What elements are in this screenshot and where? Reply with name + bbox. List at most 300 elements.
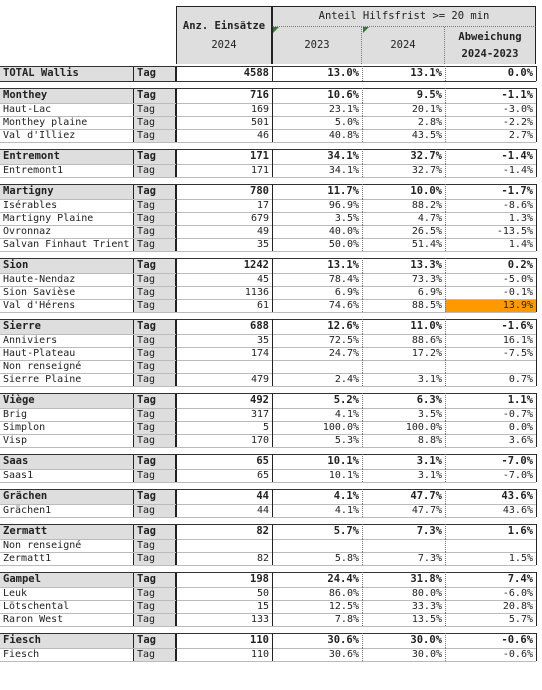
column-border <box>445 286 446 299</box>
share-2023-cell[interactable]: 12.6% <box>327 320 359 333</box>
column-border <box>445 164 446 177</box>
region-name-cell[interactable]: Monthey plaine <box>3 116 88 128</box>
count-cell[interactable]: 82 <box>256 525 269 538</box>
row-border <box>0 648 536 649</box>
share-2023-cell[interactable]: 72.5% <box>328 334 359 346</box>
column-border <box>272 212 273 225</box>
share-2023-cell[interactable]: 13.0% <box>327 67 359 80</box>
count-cell[interactable] <box>176 360 272 373</box>
share-2024-cell[interactable]: 30.0% <box>411 648 442 660</box>
row-border <box>0 565 536 566</box>
count-cell[interactable]: 35 <box>256 334 269 346</box>
tag-cell[interactable]: Tag <box>133 66 176 81</box>
header-2023-label: 2023 <box>304 39 330 52</box>
share-2024-cell[interactable]: 3.1% <box>417 373 442 385</box>
region-name-cell[interactable]: Brig <box>3 408 28 420</box>
count-cell[interactable]: 45 <box>256 273 269 285</box>
share-2023-cell[interactable]: 10.1% <box>328 469 359 481</box>
count-cell[interactable]: 492 <box>250 394 269 407</box>
column-border <box>445 393 446 408</box>
row-border <box>0 184 536 185</box>
count-cell[interactable]: 44 <box>256 490 269 503</box>
tag-cell[interactable]: Tag <box>133 212 176 225</box>
column-border <box>362 238 363 251</box>
deviation-cell[interactable]: -3.0% <box>502 103 533 115</box>
share-2024-cell[interactable]: 88.6% <box>411 334 442 346</box>
column-border <box>176 552 177 565</box>
share-2024-cell[interactable]: 88.2% <box>411 199 442 211</box>
tag-cell[interactable]: Tag <box>133 489 176 504</box>
share-2023-cell[interactable]: 10.6% <box>327 89 359 102</box>
tag-cell[interactable]: Tag <box>133 408 176 421</box>
share-2023-cell[interactable]: 12.5% <box>328 600 359 612</box>
share-2024-cell[interactable]: 7.3% <box>417 552 442 564</box>
deviation-cell[interactable]: -7.0% <box>501 455 533 468</box>
share-2023-cell[interactable]: 24.7% <box>328 347 359 359</box>
deviation-cell[interactable]: -0.7% <box>502 408 533 420</box>
share-2023-cell[interactable]: 3.5% <box>334 212 359 224</box>
count-cell[interactable]: 780 <box>250 185 269 198</box>
tag-cell[interactable]: Tag <box>133 524 176 539</box>
tag-cell[interactable]: Tag <box>133 225 176 238</box>
share-2024-cell[interactable]: 100.0% <box>405 421 442 433</box>
region-name-cell[interactable]: Lötschental <box>3 600 70 612</box>
tag-cell[interactable]: Tag <box>133 434 176 447</box>
comment-marker-icon <box>273 27 279 33</box>
tag-cell[interactable]: Tag <box>133 199 176 212</box>
deviation-cell[interactable]: -6.0% <box>502 587 533 599</box>
tag-cell[interactable]: Tag <box>133 184 176 199</box>
region-name-cell[interactable]: Val d'Hérens <box>3 299 76 311</box>
share-2023-cell[interactable]: 34.1% <box>328 164 359 176</box>
region-name-cell[interactable]: Gampel <box>0 572 133 587</box>
share-2024-cell[interactable]: 13.1% <box>410 67 442 80</box>
deviation-cell[interactable]: -0.1% <box>502 286 533 298</box>
column-border <box>362 552 363 565</box>
deviation-cell[interactable]: 16.1% <box>502 334 533 346</box>
header-2023[interactable] <box>272 27 362 64</box>
deviation-cell[interactable]: 7.4% <box>507 573 533 586</box>
region-name-cell[interactable]: Sion <box>0 258 133 273</box>
column-border <box>272 164 273 177</box>
count-cell[interactable]: 171 <box>250 150 269 163</box>
deviation-cell[interactable]: -0.6% <box>501 634 533 647</box>
column-border <box>176 66 177 81</box>
region-name-cell[interactable]: Martigny <box>0 184 133 199</box>
share-2023-cell[interactable]: 30.6% <box>328 648 359 660</box>
column-border <box>536 587 537 600</box>
count-cell[interactable]: 65 <box>256 455 269 468</box>
row-border <box>0 149 536 150</box>
count-cell[interactable]: 1136 <box>244 286 269 298</box>
tag-cell[interactable]: Tag <box>133 373 176 386</box>
count-cell[interactable]: 61 <box>256 299 269 311</box>
deviation-cell[interactable]: 0.0% <box>507 67 533 80</box>
header-group-title[interactable] <box>272 6 536 27</box>
region-name-cell[interactable]: Fiesch <box>0 633 133 648</box>
share-2023-cell[interactable]: 5.7% <box>333 525 359 538</box>
share-2023-cell[interactable]: 6.9% <box>334 286 359 298</box>
region-name-cell[interactable]: Grächen <box>0 489 133 504</box>
column-border <box>445 434 446 447</box>
count-cell[interactable]: 679 <box>250 212 269 224</box>
share-2024-cell[interactable]: 7.3% <box>416 525 442 538</box>
column-border <box>176 434 177 447</box>
header-2024[interactable] <box>362 27 445 64</box>
share-2024-cell[interactable]: 13.5% <box>411 613 442 625</box>
region-name-cell[interactable]: Raron West <box>3 613 64 625</box>
column-border <box>536 393 537 408</box>
tag-cell[interactable]: Tag <box>133 116 176 129</box>
region-name-cell[interactable]: Non renseigné <box>3 539 82 551</box>
tag-cell[interactable]: Tag <box>133 454 176 469</box>
deviation-cell[interactable]: -1.4% <box>501 150 533 163</box>
share-2024-cell[interactable]: 47.7% <box>411 504 442 516</box>
share-2023-cell[interactable]: 100.0% <box>322 421 359 433</box>
count-cell[interactable]: 317 <box>250 408 269 420</box>
deviation-cell[interactable]: 1.5% <box>508 552 533 564</box>
region-name-cell[interactable]: Leuk <box>3 587 28 599</box>
region-name-cell[interactable]: Saas <box>0 454 133 469</box>
count-cell[interactable]: 479 <box>250 373 269 385</box>
column-border <box>272 273 273 286</box>
column-border <box>176 212 177 225</box>
deviation-cell[interactable]: 0.0% <box>508 421 533 433</box>
share-2023-cell[interactable]: 10.1% <box>327 455 359 468</box>
share-2024-cell[interactable] <box>362 360 445 373</box>
deviation-cell[interactable]: -2.2% <box>502 116 533 128</box>
share-2024-cell[interactable]: 17.2% <box>411 347 442 359</box>
tag-cell[interactable]: Tag <box>133 299 176 312</box>
count-cell[interactable]: 5 <box>262 421 269 433</box>
column-border <box>536 258 537 273</box>
deviation-cell[interactable]: -7.0% <box>502 469 533 481</box>
count-cell[interactable]: 4588 <box>243 67 269 80</box>
deviation-cell[interactable]: -13.5% <box>496 225 533 237</box>
deviation-cell[interactable]: 0.2% <box>507 259 533 272</box>
share-2023-cell[interactable]: 24.4% <box>327 573 359 586</box>
count-cell[interactable]: 15 <box>256 600 269 612</box>
tag-cell[interactable]: Tag <box>133 319 176 334</box>
share-2024-cell[interactable]: 32.7% <box>411 164 442 176</box>
column-border <box>362 489 363 504</box>
tag-cell[interactable]: Tag <box>133 149 176 164</box>
tag-cell[interactable]: Tag <box>133 258 176 273</box>
share-2023-cell[interactable] <box>272 539 362 552</box>
deviation-cell[interactable]: -1.7% <box>501 185 533 198</box>
tag-cell[interactable]: Tag <box>133 129 176 142</box>
share-2023-cell[interactable]: 4.1% <box>333 490 359 503</box>
column-border <box>272 88 273 103</box>
column-border <box>445 116 446 129</box>
tag-cell[interactable]: Tag <box>133 633 176 648</box>
share-2023-cell[interactable]: 78.4% <box>328 273 359 285</box>
share-2024-cell[interactable]: 88.5% <box>411 299 442 311</box>
region-name-cell[interactable]: Sierre <box>0 319 133 334</box>
share-2024-cell[interactable]: 51.4% <box>411 238 442 250</box>
region-name-cell[interactable]: Fiesch <box>3 648 40 660</box>
share-2024-cell[interactable]: 47.7% <box>410 490 442 503</box>
share-2023-cell[interactable]: 40.0% <box>328 225 359 237</box>
count-cell[interactable]: 174 <box>250 347 269 359</box>
count-cell[interactable]: 169 <box>250 103 269 115</box>
column-border <box>445 334 446 347</box>
share-2023-cell[interactable]: 34.1% <box>327 150 359 163</box>
header-deviation[interactable] <box>445 27 536 64</box>
count-cell[interactable]: 171 <box>250 164 269 176</box>
deviation-cell[interactable]: 20.8% <box>502 600 533 612</box>
deviation-cell[interactable] <box>445 539 536 552</box>
count-cell[interactable]: 50 <box>256 587 269 599</box>
deviation-cell[interactable]: 1.4% <box>508 238 533 250</box>
count-cell[interactable]: 46 <box>256 129 269 141</box>
column-border <box>445 360 446 373</box>
row-border <box>0 360 536 361</box>
count-cell[interactable]: 133 <box>250 613 269 625</box>
share-2024-cell[interactable]: 3.1% <box>417 469 442 481</box>
region-name-cell[interactable]: Monthey <box>0 88 133 103</box>
share-2024-cell[interactable]: 32.7% <box>410 150 442 163</box>
tag-cell[interactable]: Tag <box>133 347 176 360</box>
region-name-cell[interactable]: Non renseigné <box>3 360 82 372</box>
share-2023-cell[interactable]: 2.4% <box>334 373 359 385</box>
row-border <box>0 504 536 505</box>
deviation-cell[interactable] <box>445 360 536 373</box>
column-border <box>536 648 537 661</box>
tag-cell[interactable]: Tag <box>133 273 176 286</box>
count-cell[interactable]: 501 <box>250 116 269 128</box>
share-2024-cell[interactable]: 31.8% <box>410 573 442 586</box>
row-border <box>0 66 536 67</box>
tag-cell[interactable]: Tag <box>133 360 176 373</box>
share-2023-cell[interactable]: 96.9% <box>328 199 359 211</box>
tag-cell[interactable]: Tag <box>133 600 176 613</box>
column-border <box>536 66 537 81</box>
share-2023-cell[interactable]: 74.6% <box>328 299 359 311</box>
deviation-cell[interactable]: 1.6% <box>507 525 533 538</box>
share-2024-cell[interactable]: 11.0% <box>410 320 442 333</box>
column-border <box>272 469 273 482</box>
count-cell[interactable]: 35 <box>256 238 269 250</box>
share-2024-cell[interactable]: 10.0% <box>410 185 442 198</box>
column-border <box>272 572 273 587</box>
share-2023-cell[interactable]: 5.8% <box>334 552 359 564</box>
tag-cell[interactable]: Tag <box>133 469 176 482</box>
region-name-cell[interactable]: Entremont <box>0 149 133 164</box>
region-name-cell[interactable]: Zermatt <box>0 524 133 539</box>
count-cell[interactable] <box>176 539 272 552</box>
column-border <box>536 164 537 177</box>
count-cell[interactable]: 198 <box>250 573 269 586</box>
row-border <box>0 177 536 178</box>
column-border <box>536 552 537 565</box>
share-2024-cell[interactable]: 20.1% <box>411 103 442 115</box>
column-border <box>176 88 177 103</box>
column-border <box>536 319 537 334</box>
count-cell[interactable]: 688 <box>250 320 269 333</box>
count-cell[interactable]: 110 <box>250 634 269 647</box>
count-cell[interactable]: 44 <box>256 504 269 516</box>
share-2023-cell[interactable] <box>272 360 362 373</box>
share-2023-cell[interactable]: 7.8% <box>334 613 359 625</box>
header-count-cell[interactable] <box>176 6 272 64</box>
tag-cell[interactable]: Tag <box>133 613 176 626</box>
deviation-cell[interactable]: 1.3% <box>508 212 533 224</box>
row-border <box>0 600 536 601</box>
region-name-cell[interactable]: Viège <box>0 393 133 408</box>
count-cell[interactable]: 82 <box>256 552 269 564</box>
count-cell[interactable]: 110 <box>250 648 269 660</box>
column-border <box>445 103 446 116</box>
count-cell[interactable]: 17 <box>256 199 269 211</box>
tag-cell[interactable]: Tag <box>133 238 176 251</box>
deviation-cell[interactable]: -5.0% <box>502 273 533 285</box>
row-border <box>0 613 536 614</box>
region-name-cell[interactable]: Val d'Illiez <box>3 129 76 141</box>
deviation-cell[interactable]: 43.6% <box>501 490 533 503</box>
region-name-cell[interactable]: Sion Savièse <box>3 286 76 298</box>
deviation-cell[interactable]: -8.6% <box>502 199 533 211</box>
share-2023-cell[interactable]: 50.0% <box>328 238 359 250</box>
region-name-cell[interactable]: Haute-Nendaz <box>3 273 76 285</box>
tag-cell[interactable]: Tag <box>133 393 176 408</box>
region-name-cell[interactable]: Ovronnaz <box>3 225 52 237</box>
region-name-cell[interactable]: Entremont1 <box>3 164 64 176</box>
deviation-cell[interactable]: -1.6% <box>501 320 533 333</box>
column-border <box>272 408 273 421</box>
region-name-cell[interactable]: Saas1 <box>3 469 34 481</box>
share-2024-cell[interactable]: 33.3% <box>411 600 442 612</box>
column-border <box>176 199 177 212</box>
deviation-cell[interactable]: 1.1% <box>507 394 533 407</box>
share-2024-cell[interactable]: 8.8% <box>417 434 442 446</box>
column-border <box>445 539 446 552</box>
region-name-cell[interactable]: Haut-Plateau <box>3 347 76 359</box>
column-border <box>536 149 537 164</box>
region-name-cell[interactable]: Visp <box>3 434 28 446</box>
tag-cell[interactable]: Tag <box>133 587 176 600</box>
share-2024-cell[interactable]: 30.0% <box>410 634 442 647</box>
share-2023-cell[interactable]: 4.1% <box>334 408 359 420</box>
column-border <box>362 572 363 587</box>
column-border <box>445 225 446 238</box>
share-2023-cell[interactable]: 23.1% <box>328 103 359 115</box>
column-border <box>272 184 273 199</box>
deviation-cell[interactable]: 0.7% <box>508 373 533 385</box>
row-border <box>0 116 536 117</box>
share-2023-cell[interactable]: 4.1% <box>334 504 359 516</box>
share-2024-cell[interactable]: 13.3% <box>410 259 442 272</box>
tag-cell[interactable]: Tag <box>133 648 176 661</box>
share-2024-cell[interactable]: 73.3% <box>411 273 442 285</box>
column-border <box>272 238 273 251</box>
region-name-cell[interactable]: Martigny Plaine <box>3 212 94 224</box>
column-border <box>362 633 363 648</box>
share-2023-cell[interactable]: 86.0% <box>328 587 359 599</box>
column-border <box>272 489 273 504</box>
column-border <box>362 347 363 360</box>
tag-cell[interactable]: Tag <box>133 421 176 434</box>
share-2024-cell[interactable]: 80.0% <box>411 587 442 599</box>
region-name-cell[interactable]: Sierre Plaine <box>3 373 82 385</box>
column-border <box>445 572 446 587</box>
share-2024-cell[interactable]: 26.5% <box>411 225 442 237</box>
share-2024-cell[interactable]: 3.1% <box>416 455 442 468</box>
column-border <box>445 212 446 225</box>
column-border <box>362 469 363 482</box>
deviation-cell[interactable]: 3.6% <box>508 434 533 446</box>
tag-cell[interactable]: Tag <box>133 552 176 565</box>
share-2023-cell[interactable]: 5.2% <box>333 394 359 407</box>
share-2023-cell[interactable]: 30.6% <box>327 634 359 647</box>
deviation-cell[interactable]: -0.6% <box>502 648 533 660</box>
tag-cell[interactable]: Tag <box>133 539 176 552</box>
deviation-cell[interactable]: 5.7% <box>508 613 533 625</box>
share-2023-cell[interactable]: 11.7% <box>327 185 359 198</box>
column-border <box>536 434 537 447</box>
deviation-cell[interactable]: 2.7% <box>508 129 533 141</box>
row-border <box>0 286 536 287</box>
share-2023-cell[interactable]: 13.1% <box>327 259 359 272</box>
region-name-cell[interactable]: Isérables <box>3 199 58 211</box>
tag-cell[interactable]: Tag <box>133 164 176 177</box>
share-2023-cell[interactable]: 40.8% <box>328 129 359 141</box>
column-border <box>176 273 177 286</box>
share-2024-cell[interactable]: 2.8% <box>417 116 442 128</box>
share-2024-cell[interactable]: 4.7% <box>417 212 442 224</box>
share-2024-cell[interactable]: 6.9% <box>417 286 442 298</box>
share-2024-cell[interactable]: 6.3% <box>416 394 442 407</box>
row-border <box>0 258 536 259</box>
count-cell[interactable]: 65 <box>256 469 269 481</box>
region-name-cell[interactable]: Anniviers <box>3 334 58 346</box>
tag-cell[interactable]: Tag <box>133 334 176 347</box>
region-name-cell[interactable]: Simplon <box>3 421 46 433</box>
share-2024-cell[interactable] <box>362 539 445 552</box>
share-2024-cell[interactable]: 43.5% <box>411 129 442 141</box>
region-name-cell[interactable]: Haut-Lac <box>3 103 52 115</box>
region-name-cell[interactable]: Zermatt1 <box>3 552 52 564</box>
column-border <box>176 103 177 116</box>
deviation-cell[interactable]: -1.1% <box>501 89 533 102</box>
deviation-cell[interactable]: -1.4% <box>502 164 533 176</box>
share-2024-cell[interactable]: 9.5% <box>416 89 442 102</box>
column-border <box>362 184 363 199</box>
tag-cell[interactable]: Tag <box>133 88 176 103</box>
region-name-cell[interactable]: TOTAL Wallis <box>0 66 133 81</box>
deviation-cell[interactable]: 13.9% <box>445 299 536 312</box>
tag-cell[interactable]: Tag <box>133 504 176 517</box>
share-2024-cell[interactable]: 3.5% <box>417 408 442 420</box>
region-name-cell[interactable]: Grächen1 <box>3 504 52 516</box>
column-border <box>272 360 273 373</box>
share-2023-cell[interactable]: 5.3% <box>334 434 359 446</box>
share-2023-cell[interactable]: 5.0% <box>334 116 359 128</box>
column-border <box>445 373 446 386</box>
tag-cell[interactable]: Tag <box>133 103 176 116</box>
deviation-cell[interactable]: -7.5% <box>502 347 533 359</box>
count-cell[interactable]: 49 <box>256 225 269 237</box>
tag-cell[interactable]: Tag <box>133 286 176 299</box>
region-name-cell[interactable]: Salvan Finhaut Trient <box>3 238 130 250</box>
tag-cell[interactable]: Tag <box>133 572 176 587</box>
count-cell[interactable]: 716 <box>250 89 269 102</box>
deviation-cell[interactable]: 43.6% <box>502 504 533 516</box>
count-cell[interactable]: 1242 <box>243 259 269 272</box>
count-cell[interactable]: 170 <box>250 434 269 446</box>
column-border <box>272 129 273 142</box>
column-border <box>445 149 446 164</box>
